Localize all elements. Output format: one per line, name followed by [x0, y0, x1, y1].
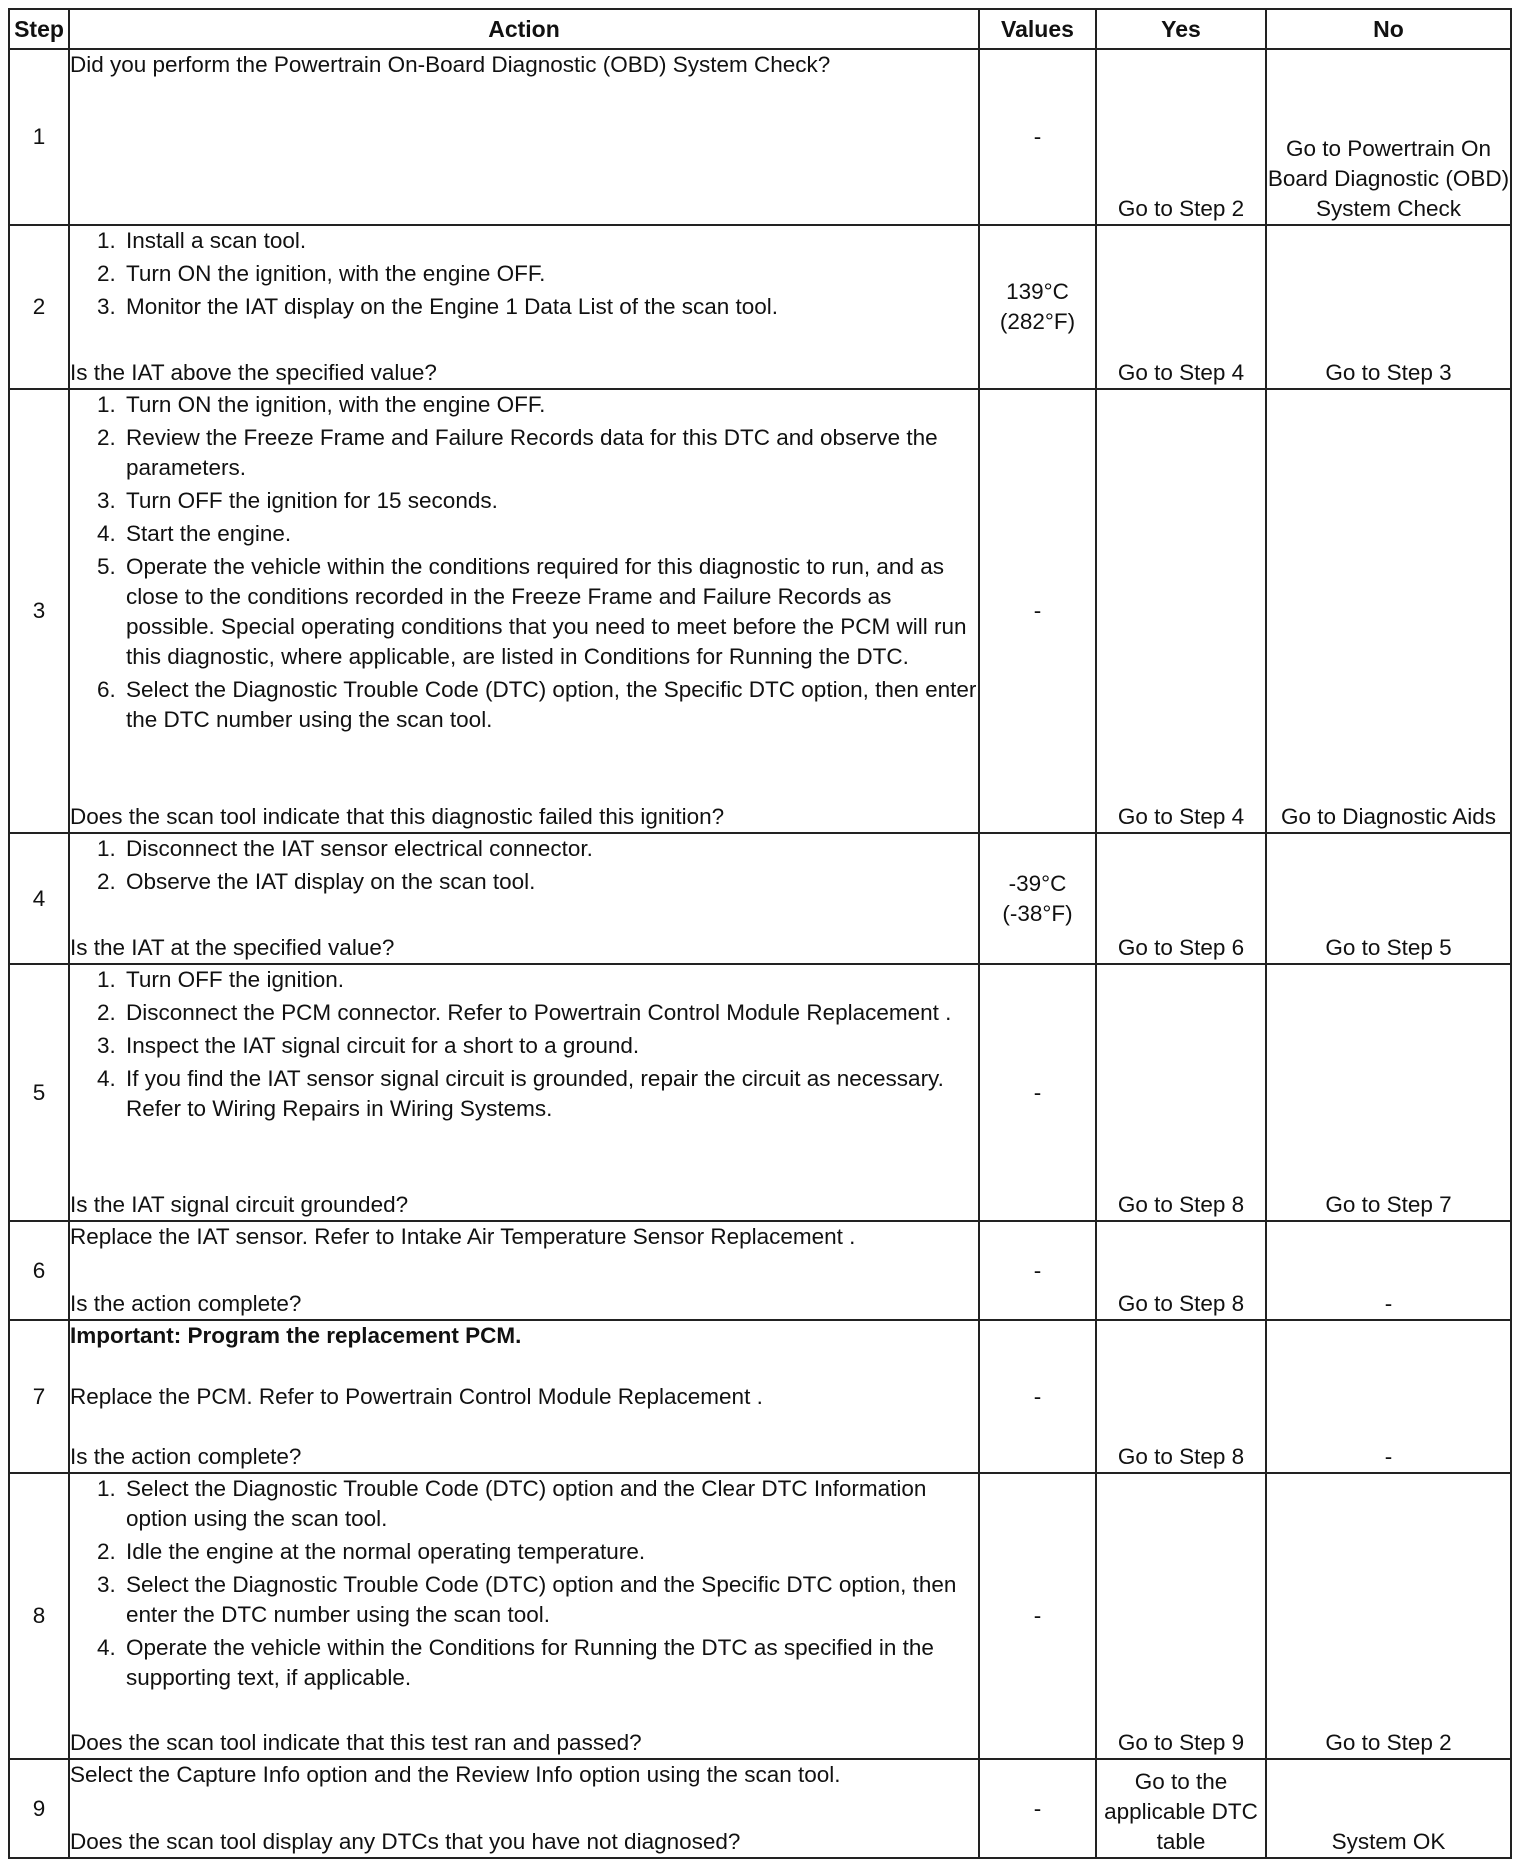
action-step: 3. Monitor the IAT display on the Engine 1 Data List of the scan tool. — [122, 292, 978, 322]
action-step: 4. Operate the vehicle within the Conditions for Running the DTC as specified in the supporting text, if applicable. — [122, 1633, 978, 1693]
no-cell: Go to Step 3 — [1266, 225, 1511, 389]
action-question: Is the action complete? — [70, 1291, 302, 1316]
value-cell: - — [979, 1473, 1096, 1759]
yes-cell: Go to Step 8 — [1096, 964, 1266, 1221]
table-row — [9, 1221, 1511, 1320]
step-number: 7 — [9, 1320, 69, 1473]
yes-cell: Go to Step 2 — [1096, 49, 1266, 225]
action-step: 3. Inspect the IAT signal circuit for a short to a ground. — [122, 1031, 978, 1061]
action-cell — [69, 49, 979, 225]
action-cell — [69, 1320, 979, 1473]
diagnostic-table — [8, 8, 1512, 1859]
table-row — [9, 49, 1511, 225]
value-cell — [979, 833, 1096, 964]
table-row — [9, 1320, 1511, 1473]
action-cell — [69, 1221, 979, 1320]
value-cell: - — [979, 1320, 1096, 1473]
value-fahrenheit: (-38°F) — [1002, 900, 1073, 926]
action-cell — [69, 1759, 979, 1858]
action-step: 2. Idle the engine at the normal operating temperature. — [122, 1537, 978, 1567]
action-step: 1. Turn ON the ignition, with the engine OFF. — [122, 390, 978, 420]
action-cell — [69, 1473, 979, 1759]
step-number: 8 — [9, 1473, 69, 1759]
yes-cell: Go to the applicable DTC table — [1096, 1759, 1266, 1858]
action-steps — [70, 226, 978, 325]
no-cell: - — [1266, 1221, 1511, 1320]
action-cell — [69, 225, 979, 389]
value-cell — [979, 225, 1096, 389]
yes-cell: Go to Step 4 — [1096, 389, 1266, 833]
value-cell: - — [979, 1759, 1096, 1858]
action-cell — [69, 964, 979, 1221]
header-step: Step — [9, 9, 69, 49]
action-step: 4. If you find the IAT sensor signal circuit is grounded, repair the circuit as necessary. Refer to Wiring Repairs in Wiring Systems. — [122, 1064, 978, 1124]
yes-cell: Go to Step 8 — [1096, 1221, 1266, 1320]
action-text: Replace the IAT sensor. Refer to Intake Air Temperature Sensor Replacement . — [70, 1224, 856, 1249]
action-question: Does the scan tool display any DTCs that you have not diagnosed? — [70, 1829, 741, 1854]
header-yes: Yes — [1096, 9, 1266, 49]
no-cell: System OK — [1266, 1759, 1511, 1858]
value-celsius: 139°C — [1006, 279, 1069, 304]
table-row — [9, 833, 1511, 964]
action-cell — [69, 833, 979, 964]
yes-cell: Go to Step 8 — [1096, 1320, 1266, 1473]
important-note: Important: Program the replacement PCM. — [70, 1323, 522, 1348]
action-step: 6. Select the Diagnostic Trouble Code (DTC) option, the Specific DTC option, then enter the DTC number using the scan tool. — [122, 675, 978, 735]
action-question: Is the IAT at the specified value? — [70, 935, 395, 960]
action-question: Does the scan tool indicate that this diagnostic failed this ignition? — [70, 804, 725, 829]
step-number: 5 — [9, 964, 69, 1221]
header-action: Action — [69, 9, 979, 49]
action-step: 5. Operate the vehicle within the conditions required for this diagnostic to run, and as close to the conditions recorded in the Freeze Frame and Failure Records as possible. Special operating conditions that you need to meet before the PCM will run this diagnostic, where applicable, are listed in Conditions for Running the DTC. — [122, 552, 978, 672]
no-cell: - — [1266, 1320, 1511, 1473]
yes-cell: Go to Step 4 — [1096, 225, 1266, 389]
action-text: Select the Capture Info option and the Review Info option using the scan tool. — [70, 1762, 841, 1787]
action-step: 2. Observe the IAT display on the scan tool. — [122, 867, 978, 897]
action-step: 2. Disconnect the PCM connector. Refer to Powertrain Control Module Replacement . — [122, 998, 978, 1028]
action-step: 2. Review the Freeze Frame and Failure Records data for this DTC and observe the parameters. — [122, 423, 978, 483]
header-values: Values — [979, 9, 1096, 49]
header-no: No — [1266, 9, 1511, 49]
no-cell: Go to Diagnostic Aids — [1266, 389, 1511, 833]
step-number: 6 — [9, 1221, 69, 1320]
yes-cell: Go to Step 9 — [1096, 1473, 1266, 1759]
action-step: 1. Turn OFF the ignition. — [122, 965, 978, 995]
value-fahrenheit: (282°F) — [999, 309, 1076, 334]
table-row — [9, 964, 1511, 1221]
table-row — [9, 1759, 1511, 1858]
value-cell: - — [979, 1221, 1096, 1320]
action-steps — [70, 965, 978, 1127]
step-number: 9 — [9, 1759, 69, 1858]
action-step: 3. Turn OFF the ignition for 15 seconds. — [122, 486, 978, 516]
action-step: 3. Select the Diagnostic Trouble Code (DTC) option and the Specific DTC option, then enter the DTC number using the scan tool. — [122, 1570, 978, 1630]
action-step: 2. Turn ON the ignition, with the engine OFF. — [122, 259, 978, 289]
action-question: Is the IAT above the specified value? — [70, 360, 437, 385]
step-number: 3 — [9, 389, 69, 833]
no-cell: Go to Powertrain On Board Diagnostic (OBD) System Check — [1266, 49, 1511, 225]
action-question: Does the scan tool indicate that this test ran and passed? — [70, 1730, 642, 1755]
action-steps — [70, 834, 978, 900]
step-number: 2 — [9, 225, 69, 389]
no-cell: Go to Step 5 — [1266, 833, 1511, 964]
value-cell: - — [979, 964, 1096, 1221]
step-number: 1 — [9, 49, 69, 225]
action-steps — [70, 1474, 978, 1696]
value-celsius: -39°C — [1008, 870, 1067, 896]
action-step: 4. Start the engine. — [122, 519, 978, 549]
value-cell: - — [979, 389, 1096, 833]
action-cell — [69, 389, 979, 833]
no-cell: Go to Step 2 — [1266, 1473, 1511, 1759]
action-steps — [70, 390, 978, 738]
action-step: 1. Select the Diagnostic Trouble Code (DTC) option and the Clear DTC Information option using the scan tool. — [122, 1474, 978, 1534]
table-row — [9, 1473, 1511, 1759]
action-question: Is the IAT signal circuit grounded? — [70, 1192, 409, 1217]
step-number: 4 — [9, 833, 69, 964]
table-row — [9, 225, 1511, 389]
action-step: 1. Install a scan tool. — [122, 226, 978, 256]
action-text: Replace the PCM. Refer to Powertrain Control Module Replacement . — [70, 1383, 763, 1409]
action-question: Is the action complete? — [70, 1444, 302, 1469]
action-text: Did you perform the Powertrain On-Board Diagnostic (OBD) System Check? — [70, 52, 831, 77]
value-cell: - — [979, 49, 1096, 225]
table-row — [9, 389, 1511, 833]
table-header-row — [9, 9, 1511, 49]
action-step: 1. Disconnect the IAT sensor electrical connector. — [122, 834, 978, 864]
no-cell: Go to Step 7 — [1266, 964, 1511, 1221]
yes-cell: Go to Step 6 — [1096, 833, 1266, 964]
